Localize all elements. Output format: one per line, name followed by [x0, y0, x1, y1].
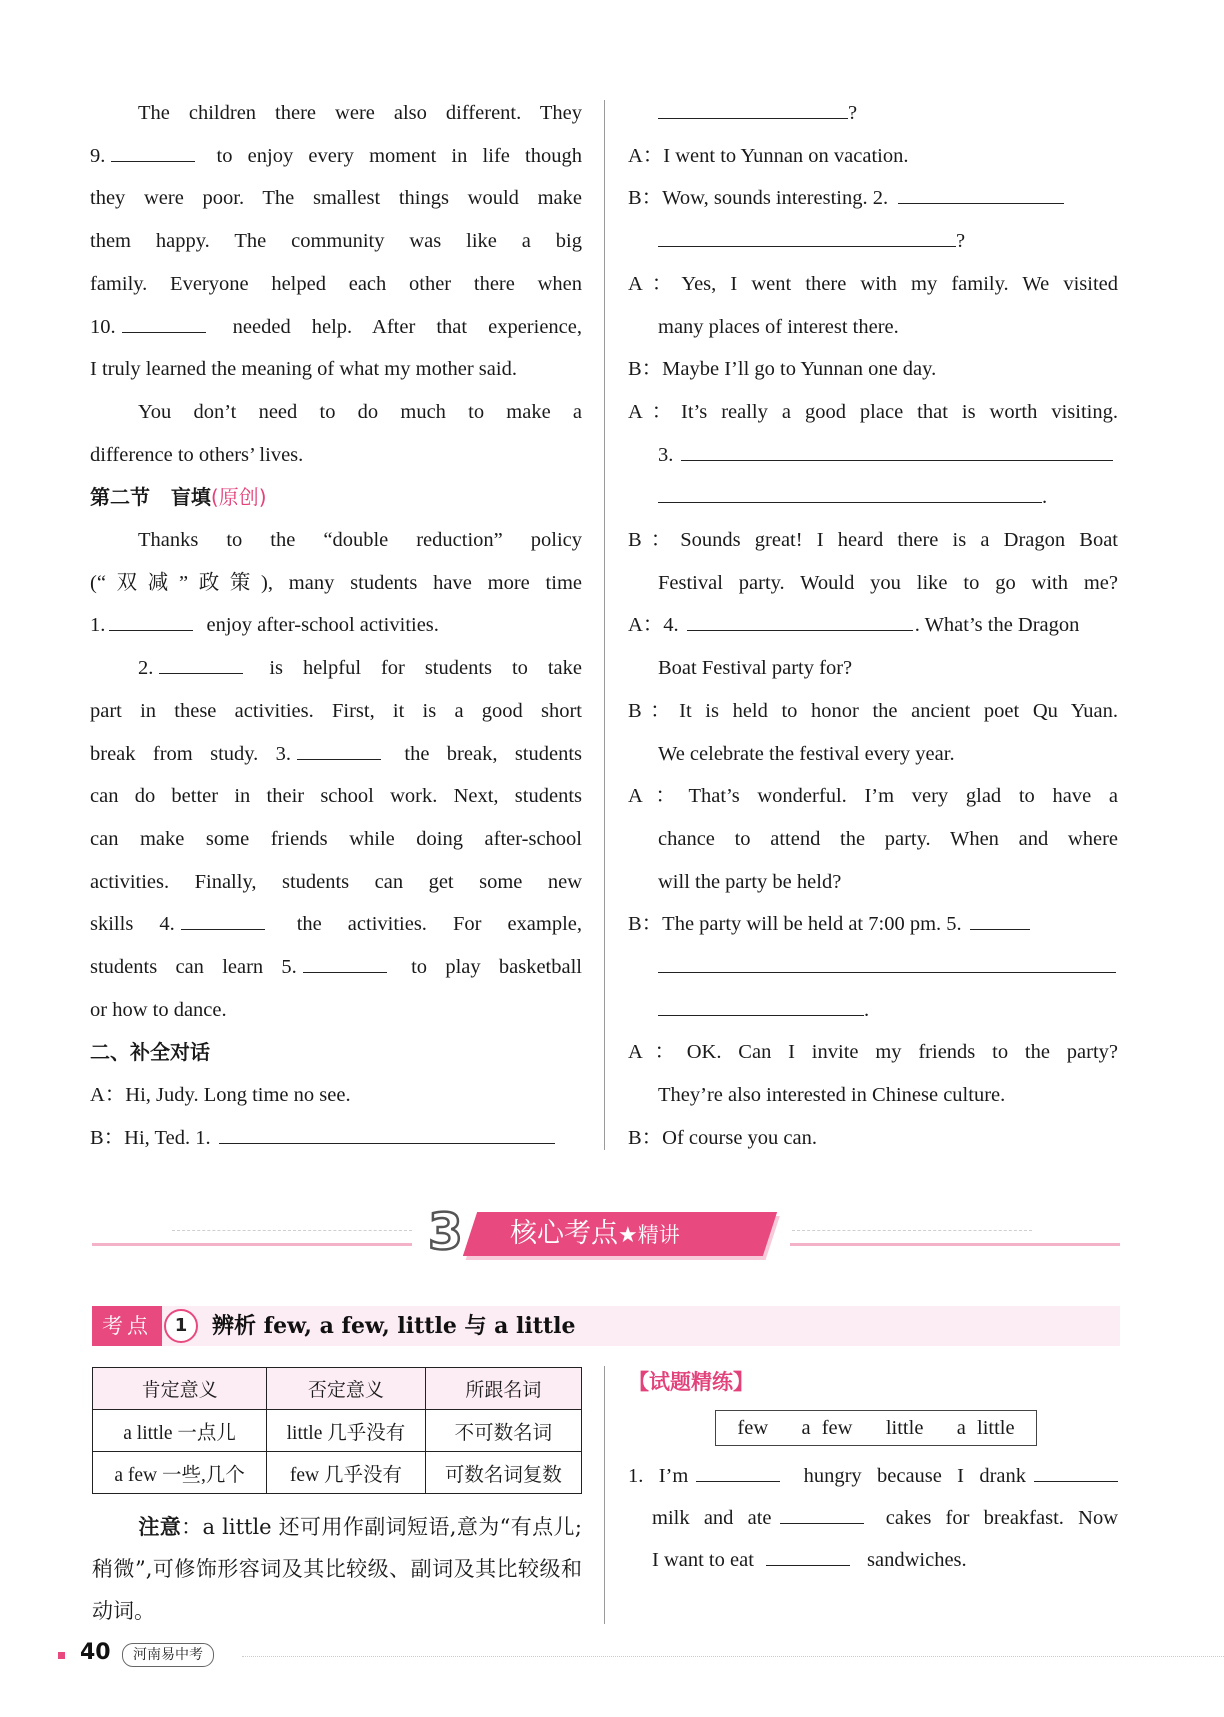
text-segment: sandwiches.	[867, 1549, 967, 1571]
banner-number: 3	[428, 1203, 463, 1261]
answer-blank[interactable]	[658, 96, 848, 119]
right-column	[628, 92, 1118, 1160]
answer-blank[interactable]	[159, 652, 243, 675]
text-segment: B：The party will be held at 7:00 pm. 5.	[628, 913, 962, 936]
answer-blank[interactable]	[766, 1543, 850, 1566]
table-row	[93, 1452, 582, 1494]
table-header: 肯定意义	[93, 1368, 267, 1410]
dialogue-line	[90, 1117, 582, 1160]
text-segment: skills 4.	[90, 913, 175, 936]
dialogue-line: B：Of course you can.	[628, 1126, 818, 1149]
section-tag: (原创)	[210, 485, 267, 510]
blank-number: 3.	[658, 443, 674, 466]
text-line	[90, 903, 582, 946]
dialogue-line	[628, 989, 1118, 1032]
note-paragraph	[92, 1506, 582, 1632]
page-number: 40	[80, 1640, 111, 1665]
left-column	[90, 92, 582, 1160]
dialogue-line	[628, 220, 1118, 263]
footer-square-icon	[58, 1652, 65, 1659]
dialogue-line	[628, 92, 1118, 135]
dialogue-line: A：Hi, Judy. Long time no see.	[90, 1084, 351, 1107]
table-cell: little 几乎没有	[267, 1410, 425, 1452]
text-line: them happy. The community was like a big	[90, 230, 582, 253]
answer-blank[interactable]	[658, 481, 1042, 504]
text-segment: .	[1042, 486, 1048, 509]
note-label: 注意	[138, 1515, 182, 1539]
exercise-question	[628, 1455, 1118, 1581]
text-segment: the break, students	[404, 742, 583, 765]
text-segment: students can learn 5.	[90, 956, 297, 979]
text-line: they were poor. The smallest things would make	[90, 187, 582, 210]
text-line	[90, 647, 582, 690]
answer-blank[interactable]	[780, 1501, 864, 1524]
dialogue-line: chance to attend the party. When and where	[658, 827, 1118, 850]
banner-dash-left	[172, 1230, 412, 1231]
text-line: or how to dance.	[90, 998, 227, 1021]
text-segment: enjoy after-school activities.	[206, 614, 439, 637]
text-segment: break from study. 3.	[90, 742, 292, 765]
text-segment: ?	[956, 230, 966, 253]
text-segment: hungry because I drank	[803, 1465, 1026, 1487]
answer-blank[interactable]	[658, 225, 956, 248]
answer-blank[interactable]	[898, 182, 1064, 205]
blank-number: 10.	[90, 315, 116, 338]
answer-blank[interactable]	[696, 1459, 780, 1482]
table-header-row	[93, 1368, 582, 1410]
key-point-bar	[92, 1306, 1120, 1346]
answer-blank[interactable]	[658, 951, 1116, 974]
dialogue-line: A：Yes, I went there with my family. We visited	[628, 272, 1118, 295]
dialogue-line: A：I went to Yunnan on vacation.	[628, 144, 909, 167]
dialogue-line: many places of interest there.	[658, 315, 899, 338]
text-line: Thanks to the “double reduction” policy	[138, 529, 582, 552]
footer-line	[242, 1656, 1224, 1657]
text-line: can do better in their school work. Next, students	[90, 785, 582, 808]
banner-line-right	[790, 1243, 1120, 1246]
text-segment: B：Wow, sounds interesting. 2.	[628, 187, 889, 210]
note-text: ：a little 还可用作副词短语,意为“有点儿;稍微”,可修饰形容词及其比较级、副词及其比较级和动词。	[92, 1515, 582, 1623]
text-segment: ?	[848, 102, 858, 124]
text-segment: cakes for breakfast. Now	[885, 1507, 1118, 1529]
key-point-title: 辨析 few, a few, little 与 a little	[212, 1313, 576, 1339]
text-segment: A：4.	[628, 614, 679, 637]
dialogue-line: Festival party. Would you like to go with me?	[658, 571, 1118, 594]
text-line: part in these activities. First, it is a good short	[90, 699, 582, 722]
answer-blank[interactable]	[109, 609, 193, 632]
text-segment: the activities. For example,	[296, 913, 583, 936]
text-line: You don’t need to do much to make a	[138, 400, 582, 423]
text-segment: to play basketball	[411, 956, 582, 979]
table-header: 否定意义	[267, 1368, 425, 1410]
dialogue-line	[628, 946, 1118, 989]
text-line	[90, 733, 582, 776]
banner-title	[510, 1212, 680, 1256]
column-divider	[604, 100, 605, 1150]
section-banner	[428, 1204, 773, 1260]
dialogue-line: Boat Festival party for?	[658, 657, 853, 680]
table-row	[93, 1410, 582, 1452]
dialogue-line: We celebrate the festival every year.	[658, 742, 955, 765]
blank-number: 1.	[90, 614, 106, 637]
section-title: 第二节 盲填	[90, 485, 211, 510]
dialogue-line: B：Sounds great! I heard there is a Dragon Boat	[628, 529, 1118, 552]
dialogue-line: A：OK. Can I invite my friends to the party?	[628, 1041, 1118, 1064]
table-header: 所跟名词	[425, 1368, 581, 1410]
text-line	[90, 604, 582, 647]
star-icon: ★	[618, 1223, 638, 1248]
dialogue-line	[628, 903, 1118, 946]
text-line	[90, 306, 582, 349]
exercise-label: 【试题精练】	[628, 1370, 754, 1394]
banner-title-text: 核心考点	[510, 1218, 618, 1249]
blank-number: 2.	[138, 657, 154, 680]
blank-number: 9.	[90, 144, 106, 167]
text-segment: milk and ate	[652, 1507, 772, 1529]
word-bank: few a few little a little	[715, 1410, 1037, 1446]
section-heading	[90, 476, 582, 519]
banner-line-left	[92, 1243, 412, 1246]
dialogue-line: A：That’s wonderful. I’m very glad to have a	[628, 785, 1118, 808]
dialogue-line: They’re also interested in Chinese culture.	[658, 1084, 1006, 1107]
comparison-table	[92, 1367, 582, 1494]
table-cell: 可数名词复数	[425, 1452, 581, 1494]
answer-blank[interactable]	[303, 951, 387, 974]
text-line: (“双减”政策), many students have more time	[90, 571, 582, 594]
banner-dash-right	[792, 1230, 1032, 1231]
answer-blank[interactable]	[122, 310, 206, 333]
key-point-label: 考点	[92, 1306, 162, 1346]
dialogue-line: A：It’s really a good place that is worth visiting.	[628, 400, 1118, 423]
text-line: I truly learned the meaning of what my mother said.	[90, 358, 517, 381]
key-point-number: 1	[164, 1309, 198, 1343]
answer-blank[interactable]	[681, 438, 1113, 461]
text-segment: 1. I’m	[628, 1465, 689, 1487]
answer-blank[interactable]	[219, 1121, 555, 1144]
text-line	[90, 135, 582, 178]
column-divider-lower	[604, 1366, 605, 1624]
text-segment: I want to eat	[652, 1549, 754, 1571]
question-line	[628, 1539, 1118, 1581]
text-segment: .	[864, 998, 870, 1021]
dialogue-line: B：It is held to honor the ancient poet Qu Yuan.	[628, 699, 1118, 722]
answer-blank[interactable]	[181, 908, 265, 931]
table-cell: 不可数名词	[425, 1410, 581, 1452]
question-line	[628, 1497, 1118, 1539]
section-heading: 二、补全对话	[90, 1040, 210, 1065]
text-segment: is helpful for students to take	[269, 657, 582, 680]
table-cell: few 几乎没有	[267, 1452, 425, 1494]
table-cell: a little 一点儿	[93, 1410, 267, 1452]
text-line: can make some friends while doing after-school	[90, 827, 582, 850]
question-line	[628, 1455, 1118, 1497]
answer-blank[interactable]	[658, 993, 864, 1016]
text-line: difference to others’ lives.	[90, 443, 304, 466]
text-segment: needed help. After that experience,	[232, 315, 582, 338]
dialogue-line	[628, 476, 1118, 519]
text-segment: . What’s the Dragon	[914, 614, 1080, 637]
answer-blank[interactable]	[970, 908, 1030, 931]
answer-blank[interactable]	[111, 139, 195, 162]
dialogue-line: B：Maybe I’ll go to Yunnan one day.	[628, 358, 937, 381]
dialogue-line	[628, 604, 1118, 647]
text-line	[90, 946, 582, 989]
dialogue-line	[628, 177, 1118, 220]
text-line: family. Everyone helped each other there when	[90, 272, 582, 295]
answer-blank[interactable]	[1034, 1459, 1118, 1482]
dialogue-line: will the party be held?	[658, 870, 842, 893]
book-title: 河南易中考	[122, 1643, 214, 1667]
text-line: activities. Finally, students can get some new	[90, 870, 582, 893]
table-cell: a few 一些,几个	[93, 1452, 267, 1494]
answer-blank[interactable]	[297, 737, 381, 760]
text-segment: to enjoy every moment in life though	[216, 144, 582, 167]
text-line: The children there were also different. They	[138, 102, 582, 124]
dialogue-line	[628, 434, 1118, 477]
banner-subtitle: 精讲	[637, 1223, 680, 1247]
answer-blank[interactable]	[687, 609, 913, 632]
text-segment: B：Hi, Ted. 1.	[90, 1126, 211, 1149]
